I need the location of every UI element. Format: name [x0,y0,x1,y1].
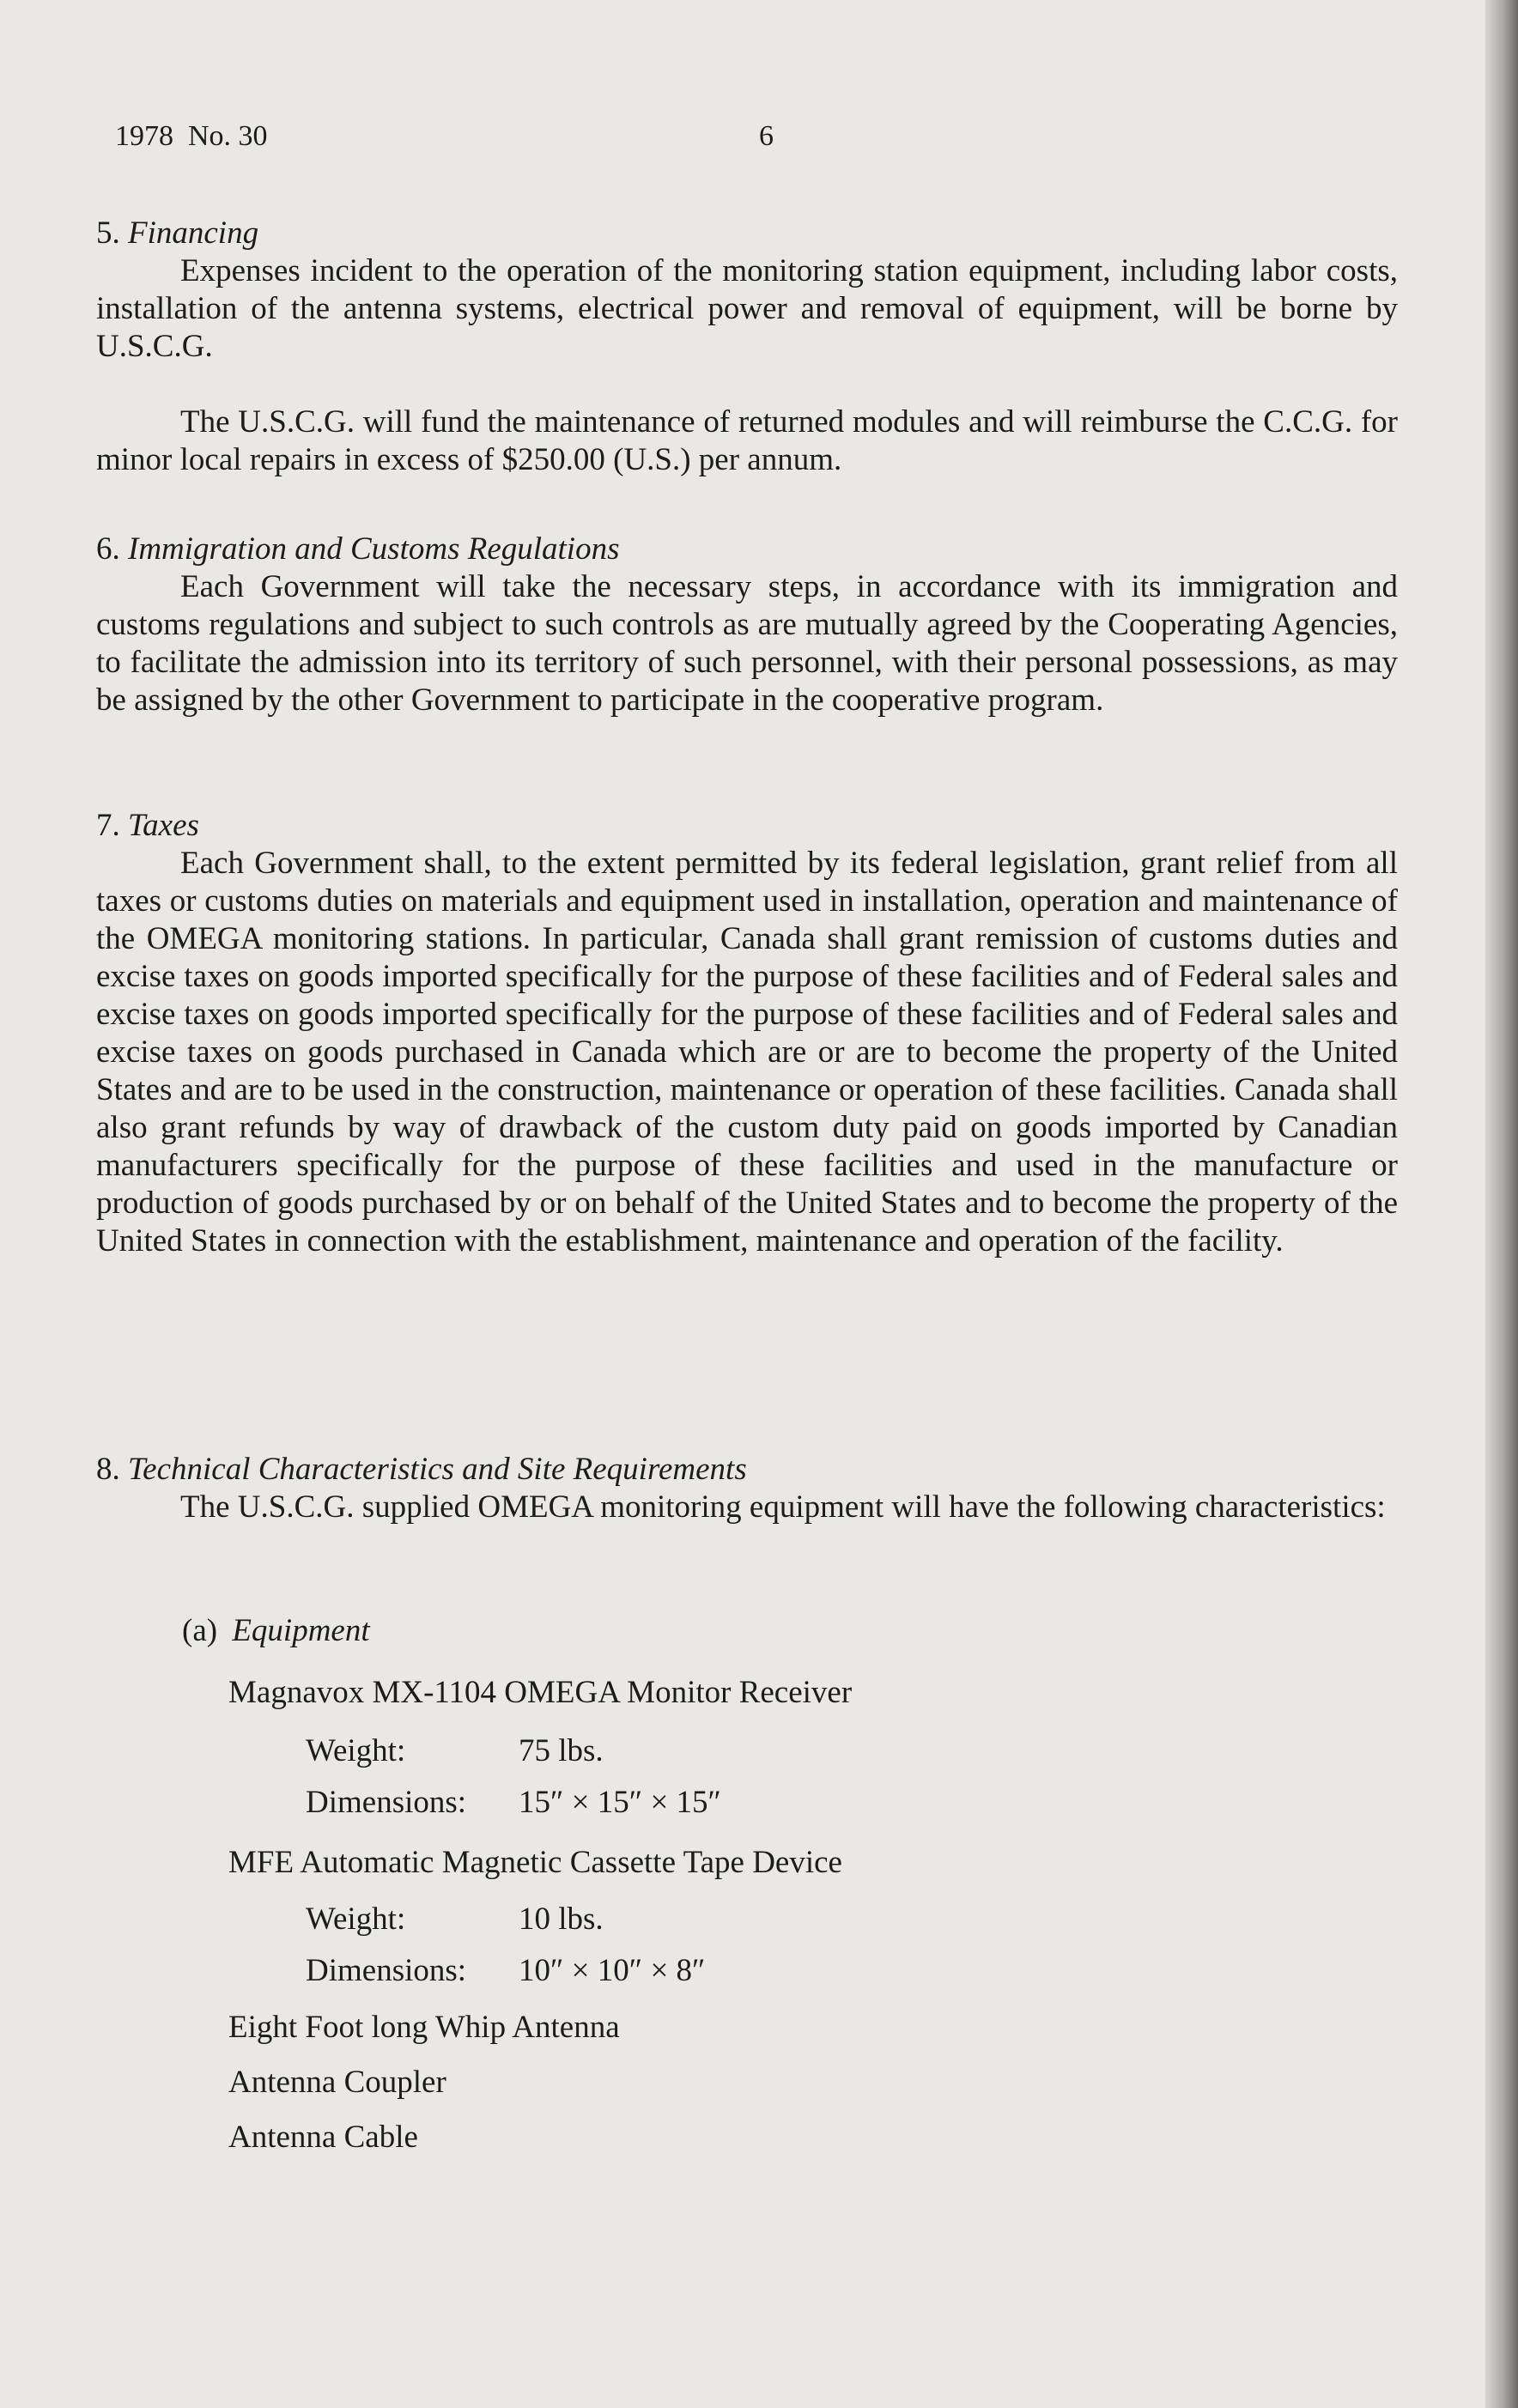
spec-label: Dimensions: [306,1953,467,1988]
paragraph: Each Government will take the necessary steps, in accordance with its immigration and customs regulations and subject to such controls as are mutually agreed by the Cooperating Agencies, to facilitate the admission into its territory of such personnel, with their personal possessions, as may be assigned by the other Government to participate in the cooperative program. [96,569,1398,718]
spec-value: 10″ × 10″ × 8″ [519,1953,706,1988]
equipment-item: Eight Foot long Whip Antenna [228,2010,620,2045]
section-title: Taxes [128,808,199,843]
page-edge-shadow [1485,0,1518,2408]
paragraph: The U.S.C.G. supplied OMEGA monitoring equipment will have the following characteristics: [180,1489,1386,1525]
paragraph: Each Government shall, to the extent permitted by its federal legislation, grant relief from all taxes or customs duties on materials and equipment used in installation, operation and maintenance of the OMEGA monitoring stations. In particular, Canada shall grant remission of customs duties and excise taxes on goods imported specifically for the purpose of these facilities and of Federal sales and excise taxes on goods imported specifically for the purpose of these facilities and of Federal sales and excise taxes on goods purchased in Canada which are or are to become the property of the United States and are to be used in the construction, maintenance or operation of these facilities. Canada shall also grant refunds by way of drawback of the custom duty paid on goods imported by Canadian manufacturers specifically for the purpose of these facilities and used in the manufacture or production of goods purchased by or on behalf of the United States and to become the property of the United States in connection with the establishment, maintenance and operation of the facility. [96,846,1398,1259]
paragraph: The U.S.C.G. will fund the maintenance of returned modules and will reimburse the C.C.G. for minor local repairs in excess of $250.00 (U.S.) per annum. [96,404,1398,477]
section-7 [96,807,1398,1260]
section-number: 5. [96,215,120,251]
section-number: 8. [96,1452,120,1487]
section-title: Technical Characteristics and Site Requirements [128,1452,747,1487]
section-5 [96,215,1398,479]
equipment-item: Magnavox MX-1104 OMEGA Monitor Receiver [228,1675,853,1710]
section-8 [96,1451,1398,1526]
equipment-item: Antenna Cable [228,2120,418,2155]
section-heading [96,807,1398,845]
spec-value: 75 lbs. [519,1733,604,1768]
equipment-item: Antenna Coupler [228,2065,446,2100]
section-title: Immigration and Customs Regulations [128,531,620,567]
running-header: 1978 No. 30 [115,120,268,152]
section-heading [96,531,1398,568]
section-6 [96,531,1398,719]
spec-label: Weight: [306,1902,406,1937]
equipment-item: MFE Automatic Magnetic Cassette Tape Device [228,1845,842,1880]
spec-label: Weight: [306,1733,406,1768]
equipment-title: Equipment [232,1613,370,1648]
section-number: 6. [96,531,120,567]
spec-label: Dimensions: [306,1785,467,1820]
section-number: 7. [96,808,120,843]
equipment-heading [182,1612,370,1650]
spec-value: 15″ × 15″ × 15″ [519,1785,721,1820]
section-heading [96,1451,1398,1489]
page-number: 6 [759,120,774,152]
list-marker: (a) [182,1613,218,1648]
spec-value: 10 lbs. [519,1902,604,1937]
section-heading [96,215,1398,252]
section-title: Financing [128,215,259,251]
paragraph: Expenses incident to the operation of the monitoring station equipment, including labor costs, installation of the antenna systems, electrical power and removal of equipment, will be borne by U.S.C.G. [96,253,1398,364]
